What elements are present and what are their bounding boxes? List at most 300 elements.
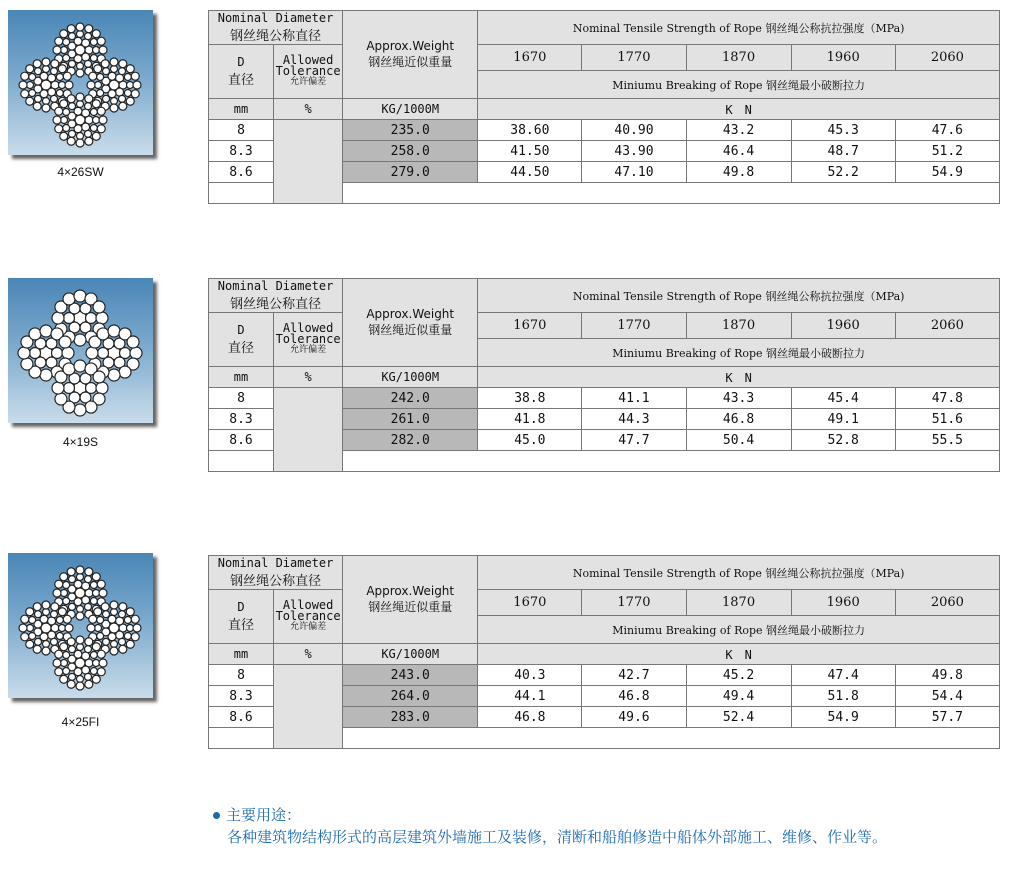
nominal-diameter-en: Nominal Diameter [217,556,334,570]
wire-circle [26,65,34,73]
usage-text: 各种建筑物结构形式的高层建筑外墙施工及装修，清断和船舶修造中船体外部施工、维修、作业等。 [227,828,888,846]
wire-circle [74,334,86,346]
wire-circle [42,601,50,609]
value-cell: 52.4 [686,707,791,728]
wire-circle [63,293,75,305]
wire-circle [85,638,93,646]
wire-circle [110,647,118,655]
allowed-label: Allowed [282,321,334,335]
wire-circle [63,598,70,605]
wire-circle [63,363,75,375]
wire-circle [69,603,76,610]
d-header [209,313,274,367]
value-cell: 47.10 [582,162,686,183]
rope-type-label: 4×19S [62,435,99,449]
wire-circle [21,358,33,370]
wire-circle [69,646,76,653]
grade-cell: 1770 [582,45,686,71]
table-row [209,665,1000,686]
wire-circle [85,33,92,40]
wire-circle [85,25,93,33]
wire-circle [55,107,63,115]
wire-circle [60,675,68,683]
wire-circle [33,60,41,68]
wire-circle [76,139,84,147]
d-cn: 直径 [228,618,255,633]
wire-circle [76,93,84,101]
wire-circle [96,382,108,394]
wire-circle [21,615,29,623]
wire-circle [58,608,66,616]
wire-circle [56,617,63,624]
wire-circle [101,603,109,611]
value-cell: 54.9 [895,162,999,183]
wire-circle [55,125,63,133]
value-cell: 46.8 [478,707,582,728]
wire-circle [55,668,63,676]
tensile-strength-header: Nominal Tensile Strength of Rope 钢丝绳公称抗拉强度（MPa) [478,11,1000,45]
value-cell: 49.4 [686,686,791,707]
grade-cell: 1870 [686,45,791,71]
wire-circle [65,81,73,89]
wire-circle [55,580,63,588]
value-cell: 49.6 [582,707,686,728]
wire-circle [67,568,75,576]
wire-circle [51,638,58,645]
table-row [209,120,1000,141]
wire-circle [63,668,70,675]
value-cell: 47.4 [791,665,895,686]
wire-circle [85,130,92,137]
wire-circle [133,81,141,89]
table-row [209,388,1000,409]
rope-type-label: 4×25FI [61,715,100,729]
wire-circle [67,680,75,688]
diameter-cell: 8 [209,665,274,686]
grade-cell: 1670 [478,45,582,71]
wire-circle [76,636,84,644]
value-cell: 45.2 [686,665,791,686]
wire-circle [53,589,61,597]
tensile-strength-header: Nominal Tensile Strength of Rope 钢丝绳公称抗拉强度（MPa) [478,279,1000,313]
weight-cell: 258.0 [343,141,478,162]
diameter-cell: 8 [209,120,274,141]
weight-cell: 235.0 [343,120,478,141]
approx-weight-cn: 钢丝绳近似重量 [368,55,453,69]
wire-circle [103,95,110,102]
value-cell: 57.7 [895,707,999,728]
wire-circle [21,633,29,641]
usage-title: 主要用途： [226,806,302,824]
wire-circle [97,107,105,115]
wire-circle [51,603,59,611]
wire-circle [26,640,34,648]
wire-circle [52,382,64,394]
d-label: D [237,55,245,69]
wire-circle [63,39,70,46]
value-cell: 38.8 [478,388,582,409]
wire-circle [76,612,84,620]
nominal-diameter-cn: 钢丝绳公称直径 [230,297,322,312]
value-cell: 41.8 [478,409,582,430]
wire-circle [60,100,68,108]
wire-circle [63,125,70,132]
wire-circle [60,30,68,38]
wire-circle [110,58,118,66]
wire-circle [85,103,92,110]
grade-cell: 1960 [791,45,895,71]
wire-circle [33,603,41,611]
grade-cell: 1870 [686,590,791,616]
wire-circle [110,104,118,112]
approx-weight-en: Approx.Weight [366,584,455,598]
wire-circle [85,60,92,67]
wire-circle [90,55,97,62]
unit-force: K N [478,367,1000,388]
value-cell: 44.1 [478,686,582,707]
diameter-cell: 8.6 [209,707,274,728]
grade-cell: 1770 [582,590,686,616]
value-cell: 51.8 [791,686,895,707]
wire-circle [97,633,104,640]
wire-circle [26,97,34,105]
wire-circle [21,90,29,98]
wire-circle [97,617,104,624]
wire-circle [55,393,67,405]
wire-circle [35,611,42,618]
wire-circle [76,23,84,31]
tolerance-header [274,45,343,99]
unit-force: K N [478,644,1000,665]
wire-circle [126,65,134,73]
wire-circle [119,68,126,75]
approx-weight-header [343,556,478,644]
grade-cell: 1960 [791,590,895,616]
wire-circle [67,25,75,33]
wire-circle [85,95,93,103]
wire-circle [90,652,97,659]
table-row-blank [209,728,1000,749]
unit-pct: % [274,99,343,120]
spec-table-2 [208,278,1000,472]
rope-cross-section-icon [8,553,153,698]
unit-mm: mm [209,367,274,388]
value-cell: 54.4 [895,686,999,707]
value-cell: 55.5 [895,430,999,451]
nominal-diameter-cn: 钢丝绳公称直径 [230,29,322,44]
wire-circle [29,74,36,81]
wire-circle [74,360,86,372]
unit-weight: KG/1000M [343,367,478,388]
wire-circle [63,615,71,623]
wire-circle [93,371,105,383]
tolerance-label: Tolerance [275,64,341,78]
wire-circle [76,682,84,690]
wire-circle [58,65,66,73]
breaking-load-header: Miniumu Breaking of Rope 钢丝绳最小破断拉力 [478,71,1000,99]
grade-cell: 1960 [791,313,895,339]
wire-circle [108,369,120,381]
value-cell: 50.4 [686,430,791,451]
wire-circle [131,633,139,641]
d-header [209,45,274,99]
tolerance-header [274,590,343,644]
wire-circle [53,659,61,667]
grade-cell: 2060 [895,45,999,71]
wire-circle [90,125,97,132]
unit-pct: % [274,367,343,388]
bullet-icon [213,812,220,819]
wire-circle [26,608,34,616]
wire-circle [74,290,86,302]
wire-circle [119,638,126,645]
d-label: D [237,323,245,337]
wire-circle [92,675,100,683]
rope-cross-section-image [8,10,153,155]
wire-circle [69,576,76,583]
value-cell: 41.50 [478,141,582,162]
wire-circle [85,673,92,680]
wire-circle [90,582,97,589]
wire-circle [63,72,71,80]
wire-circle [94,65,102,73]
wire-circle [92,573,100,581]
blank-row [209,728,1000,749]
value-cell: 42.7 [582,665,686,686]
wire-circle [90,39,97,46]
value-cell: 43.3 [686,388,791,409]
value-cell: 45.0 [478,430,582,451]
d-cn: 直径 [228,341,255,356]
wire-circle [90,598,97,605]
wire-circle [97,37,105,45]
wire-circle [69,60,76,67]
d-cn: 直径 [228,73,255,88]
wire-circle [51,611,58,618]
rope-cross-section-icon [8,10,153,155]
diameter-cell: 8.6 [209,430,274,451]
weight-cell: 264.0 [343,686,478,707]
wire-circle [76,566,84,574]
wire-circle [89,72,97,80]
wire-circle [59,336,71,348]
value-cell: 45.3 [791,120,895,141]
value-cell: 38.60 [478,120,582,141]
wire-circle [56,90,63,97]
diameter-cell: 8.3 [209,141,274,162]
grade-cell: 1870 [686,313,791,339]
wire-circle [124,633,131,640]
wire-circle [92,132,100,140]
value-cell: 49.8 [686,162,791,183]
unit-weight: KG/1000M [343,644,478,665]
usage-note [213,804,887,848]
wire-circle [127,336,139,348]
wire-circle [29,328,41,340]
value-cell: 52.2 [791,162,895,183]
wire-circle [131,615,139,623]
wire-circle [99,659,107,667]
diameter-cell: 8.3 [209,409,274,430]
nominal-diameter-header [209,279,343,313]
wire-circle [51,68,58,75]
wire-circle [119,366,131,378]
wire-circle [21,72,29,80]
wire-circle [40,325,52,337]
wire-circle [85,137,93,145]
tolerance-label: Tolerance [275,332,341,346]
wire-circle [87,624,95,632]
wire-circle [103,68,110,75]
wire-circle [124,90,131,97]
value-cell: 45.4 [791,388,895,409]
nominal-diameter-header [209,11,343,45]
value-cell: 51.6 [895,409,999,430]
spec-table-1 [208,10,1000,204]
wire-circle [33,102,41,110]
wire-circle [96,312,108,324]
value-cell: 54.9 [791,707,895,728]
wire-circle [131,72,139,80]
diameter-cell: 8.3 [209,686,274,707]
approx-weight-header [343,11,478,99]
wire-circle [99,46,107,54]
value-cell: 44.50 [478,162,582,183]
wire-circle [92,30,100,38]
blank-row [209,183,1000,204]
d-header [209,590,274,644]
approx-weight-cn: 钢丝绳近似重量 [368,323,453,337]
value-cell: 46.8 [686,409,791,430]
value-cell: 48.7 [791,141,895,162]
approx-weight-en: Approx.Weight [366,39,455,53]
wire-circle [92,643,100,651]
wire-circle [53,116,61,124]
wire-circle [87,81,95,89]
wire-circle [85,680,93,688]
wire-circle [29,617,36,624]
wire-circle [126,97,134,105]
wire-circle [40,369,52,381]
wire-circle [19,624,27,632]
wire-circle [94,608,102,616]
wire-circle [63,652,70,659]
wire-circle [76,69,84,77]
wire-circle [85,603,92,610]
grade-cell: 2060 [895,313,999,339]
value-cell: 44.3 [582,409,686,430]
wire-circle [119,95,126,102]
value-cell: 51.2 [895,141,999,162]
weight-cell: 243.0 [343,665,478,686]
wire-circle [131,90,139,98]
value-cell: 41.1 [582,388,686,409]
wire-circle [55,650,63,658]
wire-circle [110,601,118,609]
wire-circle [42,104,50,112]
wire-circle [51,60,59,68]
value-cell: 47.8 [895,388,999,409]
wire-circle [90,109,97,116]
wire-circle [67,95,75,103]
wire-circle [119,611,126,618]
wire-circle [33,645,41,653]
wire-circle [67,638,75,646]
wire-circle [35,95,42,102]
wire-circle [119,102,127,110]
wire-circle [65,624,73,632]
wire-circle [103,638,110,645]
unit-weight: KG/1000M [343,99,478,120]
wire-circle [85,646,92,653]
nominal-diameter-cn: 钢丝绳公称直径 [230,574,322,589]
tensile-strength-header: Nominal Tensile Strength of Rope 钢丝绳公称抗拉强度（MPa) [478,556,1000,590]
breaking-load-header: Miniumu Breaking of Rope 钢丝绳最小破断拉力 [478,616,1000,644]
breaking-load-header: Miniumu Breaking of Rope 钢丝绳最小破断拉力 [478,339,1000,367]
weight-cell: 242.0 [343,388,478,409]
wire-circle [42,647,50,655]
wire-circle [97,328,109,340]
tolerance-header [274,313,343,367]
nominal-diameter-en: Nominal Diameter [217,11,334,25]
wire-circle [85,576,92,583]
weight-cell: 279.0 [343,162,478,183]
value-cell: 49.1 [791,409,895,430]
wire-circle [97,650,105,658]
unit-pct: % [274,644,343,665]
wire-circle [42,58,50,66]
wire-circle [130,347,142,359]
wire-circle [63,55,70,62]
value-cell: 40.3 [478,665,582,686]
wire-circle [74,404,86,416]
wire-circle [62,347,74,359]
wire-circle [29,633,36,640]
wire-circle [60,132,68,140]
value-cell: 43.2 [686,120,791,141]
grade-cell: 1670 [478,590,582,616]
value-cell: 52.8 [791,430,895,451]
tolerance-cn: 允许偏差 [290,622,327,632]
rope-cross-section-image [8,553,153,698]
unit-mm: mm [209,99,274,120]
wire-circle [108,325,120,337]
wire-circle [119,603,127,611]
usage-title-line [213,804,887,826]
wire-circle [85,401,97,413]
wire-circle [55,37,63,45]
approx-weight-header [343,279,478,367]
weight-cell: 261.0 [343,409,478,430]
grade-cell: 2060 [895,590,999,616]
weight-cell: 283.0 [343,707,478,728]
grade-cell: 1670 [478,313,582,339]
rope-type-label: 4×26SW [57,165,104,179]
wire-circle [124,74,131,81]
spec-table-3 [208,555,1000,749]
wire-circle [35,68,42,75]
wire-circle [18,347,30,359]
wire-circle [60,573,68,581]
value-cell: 47.7 [582,430,686,451]
wire-circle [56,74,63,81]
tolerance-label: Tolerance [275,609,341,623]
wire-circle [97,668,105,676]
nominal-diameter-en: Nominal Diameter [217,279,334,293]
wire-circle [85,568,93,576]
wire-circle [86,347,98,359]
wire-circle [69,673,76,680]
